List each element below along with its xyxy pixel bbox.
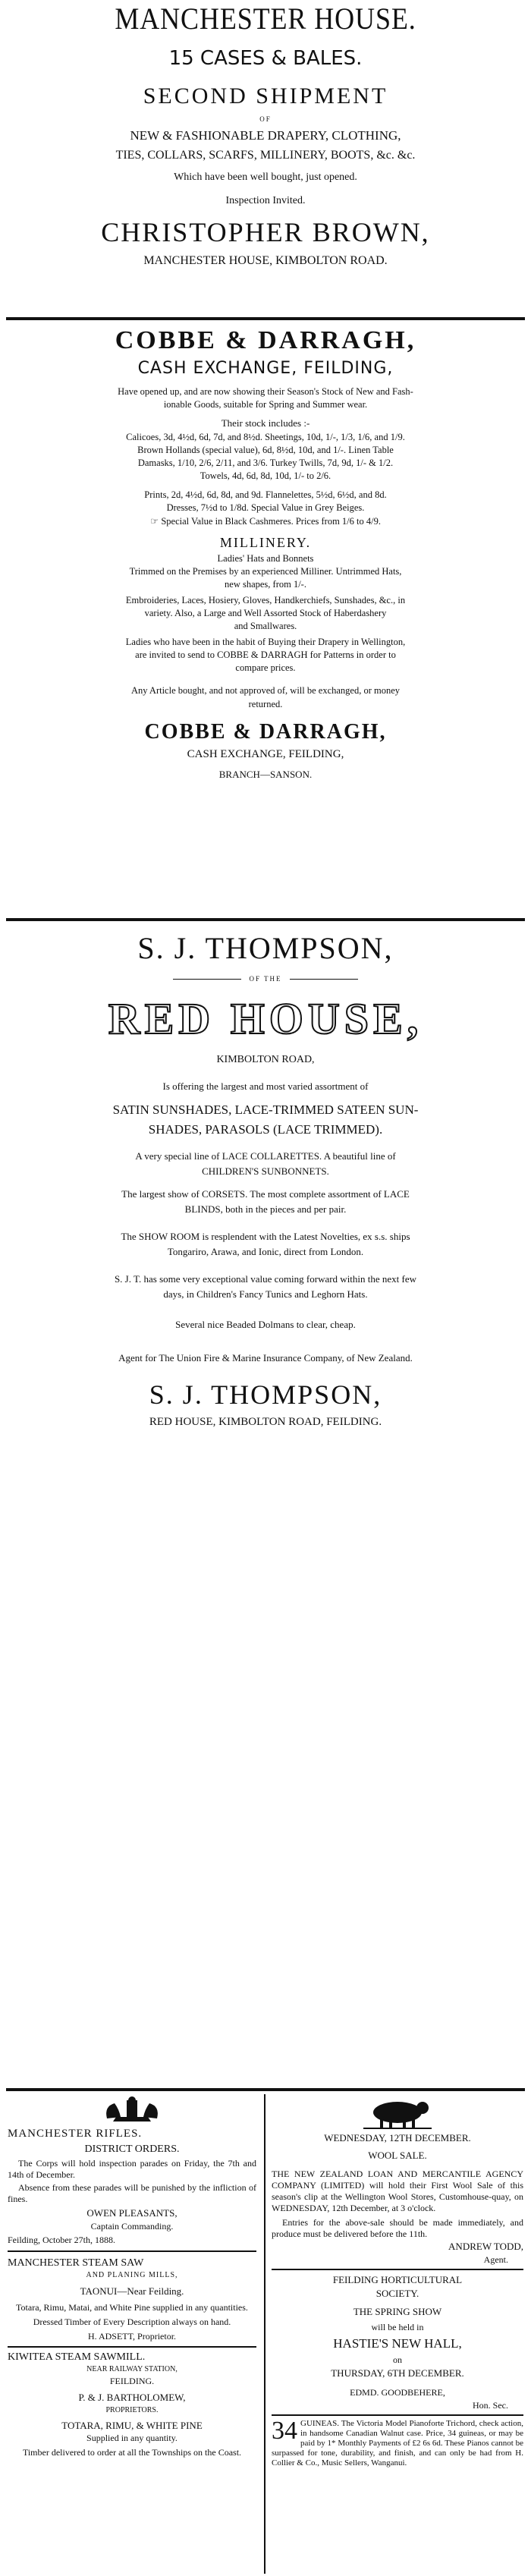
divider [8,2250,256,2252]
ad-opened-1: Have opened up, and are now showing their Season's Stock of New and Fash- [118,386,413,397]
left-column [8,2096,256,2458]
ad-opened-2: ionable Goods, suitable for Spring and Summer wear. [163,399,368,410]
ad-stock-heading: Their stock includes :- [221,417,310,429]
ad-satin-2: SHADES, PARASOLS (LACE TRIMMED). [148,1122,383,1137]
sawmill-title-2: AND PLANING MILLS, [86,2271,178,2279]
ad-ladies-3: compare prices. [235,662,296,673]
divider [6,317,525,320]
kiwitea-props: PROPRIETORS. [105,2406,159,2414]
ad-ladies-1: Ladies who have been in the habit of Buying their Drapery in Wellington, [125,637,406,647]
ad-title: MANCHESTER HOUSE. [115,2,416,36]
ad-millinery-heading: MILLINERY. [219,535,312,550]
rifles-orders: DISTRICT ORDERS. [84,2144,180,2155]
ad-goods-line-1: NEW & FASHIONABLE DRAPERY, CLOTHING, [130,128,401,143]
sawmill-place: TAONUI—Near Feilding. [80,2285,184,2297]
ad-stock-4: Towels, 4d, 6d, 8d, 10d, 1/- to 2/6. [200,470,331,481]
divider [272,2269,523,2270]
column-divider [264,2094,266,2574]
ad-millinery-3: new shapes, from 1/-. [225,579,306,590]
ad-second-shipment: SECOND SHIPMENT [143,83,388,109]
manchester-house-ad [0,2,531,270]
hort-date: THURSDAY, 6TH DECEMBER. [331,2367,464,2379]
rifles-para-2: Absence from these parades will be punished by the infliction of fines. [8,2182,256,2204]
ad-corsets-1: The largest show of CORSETS. The most complete assortment of LACE [121,1188,410,1200]
ad-dolmans: Several nice Beaded Dolmans to clear, cheap. [175,1319,356,1330]
ram-icon [272,2096,523,2131]
hort-role: Hon. Sec. [473,2400,508,2411]
ad-cases: 15 CASES & BALES. [168,47,363,70]
ad-stock-1: Calicoes, 3d, 4½d, 6d, 7d, and 8½d. Sheetings, 10d, 1/-, 1/3, 1/6, and 1/9. [126,432,405,442]
hort-title: FEILDING HORTICULTURAL [332,2274,463,2285]
ad-subtitle: CASH EXCHANGE, FEILDING, [137,359,394,378]
hort-show: THE SPRING SHOW [353,2306,442,2317]
divider [6,2088,525,2091]
wool-sale: WOOL SALE. [368,2150,427,2161]
rule-left [173,979,241,980]
crest-icon [8,2096,256,2126]
thompson-ad [0,927,531,1431]
kiwitea-place: FEILDING. [109,2376,155,2386]
ad-of: OF [259,115,272,123]
ad-corsets-2: BLINDS, both in the pieces and per pair. [184,1203,347,1215]
ad-signature: COBBE & DARRAGH, [144,720,387,744]
cobbe-darragh-ad [0,325,531,784]
ad-cashmere: ☞ Special Value in Black Cashmeres. Prices from 1/6 to 4/9. [150,516,381,527]
hort-title-2: SOCIETY. [375,2288,419,2299]
rifles-para-1: The Corps will hold inspection parades on Friday, the 7th and 14th of December. [8,2158,256,2180]
ad-signature-sub: CASH EXCHANGE, FEILDING, [187,748,344,760]
ad-sjt-1: S. J. T. has some very exceptional value coming forward within the next few [114,1273,417,1285]
kiwitea-title: KIWITEA STEAM SAWMILL. [8,2351,146,2363]
ad-showroom-1: The SHOW ROOM is resplendent with the Latest Novelties, ex s.s. ships [121,1231,410,1242]
hort-held: will be held in [371,2322,424,2332]
ad-embroideries-1: Embroideries, Laces, Hosiery, Gloves, Handkerchiefs, Sunshades, &c., in [125,595,406,605]
rifles-date: Feilding, October 27th, 1888. [8,2235,115,2245]
wool-para-1: THE NEW ZEALAND LOAN AND MERCANTILE AGENCY COMPANY (LIMITED) will hold their First Wool Sale of this season's clip at the Wellington Wool Stores, Customhouse-quay, on WEDNESDAY, 12th December, at 3 o'clock. [272,2169,523,2213]
ad-satin-1: SATIN SUNSHADES, LACE-TRIMMED SATEEN SUN- [112,1102,419,1117]
ad-stock-2: Brown Hollands (special value), 6d, 8½d, 10d, and 1/-. Linen Table [137,445,394,455]
ad-collarettes-1: A very special line of LACE COLLARETTES. A beautiful line of [135,1150,396,1162]
piano-ad [272,2419,523,2468]
divider [272,2414,523,2416]
ad-showroom-2: Tongariro, Arawa, and Ionic, direct from London. [167,1246,364,1257]
ad-goods-line-2: TIES, COLLARS, SCARFS, MILLINERY, BOOTS, &c. &c. [115,149,416,162]
sawmill-para-1: Totara, Rimu, Matai, and White Pine supplied in any quantities. [16,2302,248,2313]
rifles-title [8,2126,256,2141]
ad-address: MANCHESTER HOUSE, KIMBOLTON ROAD. [143,254,388,267]
ad-prints-2: Dresses, 7½d to 1/8d. Special Value in Grey Beiges. [166,502,365,513]
ad-of-the [0,970,531,988]
wool-date: WEDNESDAY, 12TH DECEMBER. [324,2132,471,2144]
piano-number: 34 [272,2417,297,2445]
kiwitea-sub: NEAR RAILWAY STATION, [86,2365,178,2373]
of-the-label: OF THE [249,975,282,983]
ad-embroideries-3: and Smallwares. [234,621,297,631]
wool-para-2: Entries for the above-sale should be made immediately, and produce must be delivered before the 11th. [272,2217,523,2239]
ad-ladies-2: are invited to send to COBBE & DARRAGH for Patterns in order to [135,650,396,660]
ad-embroideries-2: variety. Also, a Large and Well Assorted Stock of Haberdashery [144,608,387,618]
ad-signature: S. J. THOMPSON, [149,1379,382,1410]
rifles-rank: Captain Commanding. [90,2221,174,2232]
ad-bought: Which have been well bought, just opened. [174,171,357,183]
hort-name: EDMD. GOODBEHERE, [350,2387,445,2398]
piano-text: GUINEAS. The Victoria Model Pianoforte Trichord, check action, in handsome Canadian Walnut case. Price, 34 guineas, or may be paid by 1* Monthly Payments of £2 6s 6d. These Pianos cannot be surpassed for tone, durability, and finish, and can only be had from H. Collier & Co., Music Sellers, Wanganui. [272,2419,523,2467]
right-column [272,2096,523,2468]
ad-prints-1: Prints, 2d, 4½d, 6d, 8d, and 9d. Flannelettes, 5½d, 6½d, and 8d. [144,489,387,500]
ad-agent: Agent for The Union Fire & Marine Insurance Company, of New Zealand. [118,1352,413,1363]
ad-proprietor-name: CHRISTOPHER BROWN, [101,217,430,247]
rule-right [290,979,358,980]
kiwitea-timber: TOTARA, RIMU, & WHITE PINE [61,2420,203,2431]
divider [8,2346,256,2348]
kiwitea-qty: Supplied in any quantity. [86,2433,178,2443]
ad-article-1: Any Article bought, and not approved of, will be exchanged, or money [130,685,401,696]
ad-sjt-2: days, in Children's Fancy Tunics and Leghorn Hats. [163,1288,368,1300]
rifles-name: OWEN PLEASANTS, [86,2207,178,2219]
sawmill-para-2: Dressed Timber of Every Description always on hand. [33,2317,231,2327]
kiwitea-names: P. & J. BARTHOLOMEW, [78,2392,186,2403]
sawmill-proprietor: H. ADSETT, Proprietor. [87,2331,177,2342]
rifles-title-text: MANCHESTER RIFLES. [8,2128,143,2140]
sawmill-title: MANCHESTER STEAM SAW [8,2257,144,2269]
red-house-title: RED HOUSE, [108,994,423,1043]
ad-millinery-1: Ladies' Hats and Bonnets [217,553,314,564]
ad-stock-3: Damasks, 1/10, 2/6, 2/11, and 3/6. Turkey Twills, 7d, 9d, 1/- & 1/2. [137,458,394,468]
wool-agent-role: Agent. [483,2254,508,2265]
wool-agent-name: ANDREW TODD, [448,2241,523,2252]
ad-article-2: returned. [248,699,283,709]
ad-road: KIMBOLTON ROAD, [216,1054,315,1065]
hort-on: on [393,2354,402,2365]
ad-title: COBBE & DARRAGH, [115,326,416,354]
ad-inspection: Inspection Invited. [225,195,306,206]
divider [6,918,525,921]
ad-offer: Is offering the largest and most varied assortment of [162,1080,369,1092]
ad-title: S. J. THOMPSON, [137,931,394,965]
ad-collarettes-2: CHILDREN'S SUNBONNETS. [202,1165,329,1177]
ad-millinery-2: Trimmed on the Premises by an experienced Milliner. Untrimmed Hats, [129,566,402,577]
hort-hall: HASTIE'S NEW HALL, [333,2336,462,2351]
ad-signature-sub: RED HOUSE, KIMBOLTON ROAD, FEILDING. [149,1416,382,1428]
kiwitea-timber-2: Timber delivered to order at all the Townships on the Coast. [22,2447,242,2458]
ad-branch: BRANCH—SANSON. [218,769,313,780]
